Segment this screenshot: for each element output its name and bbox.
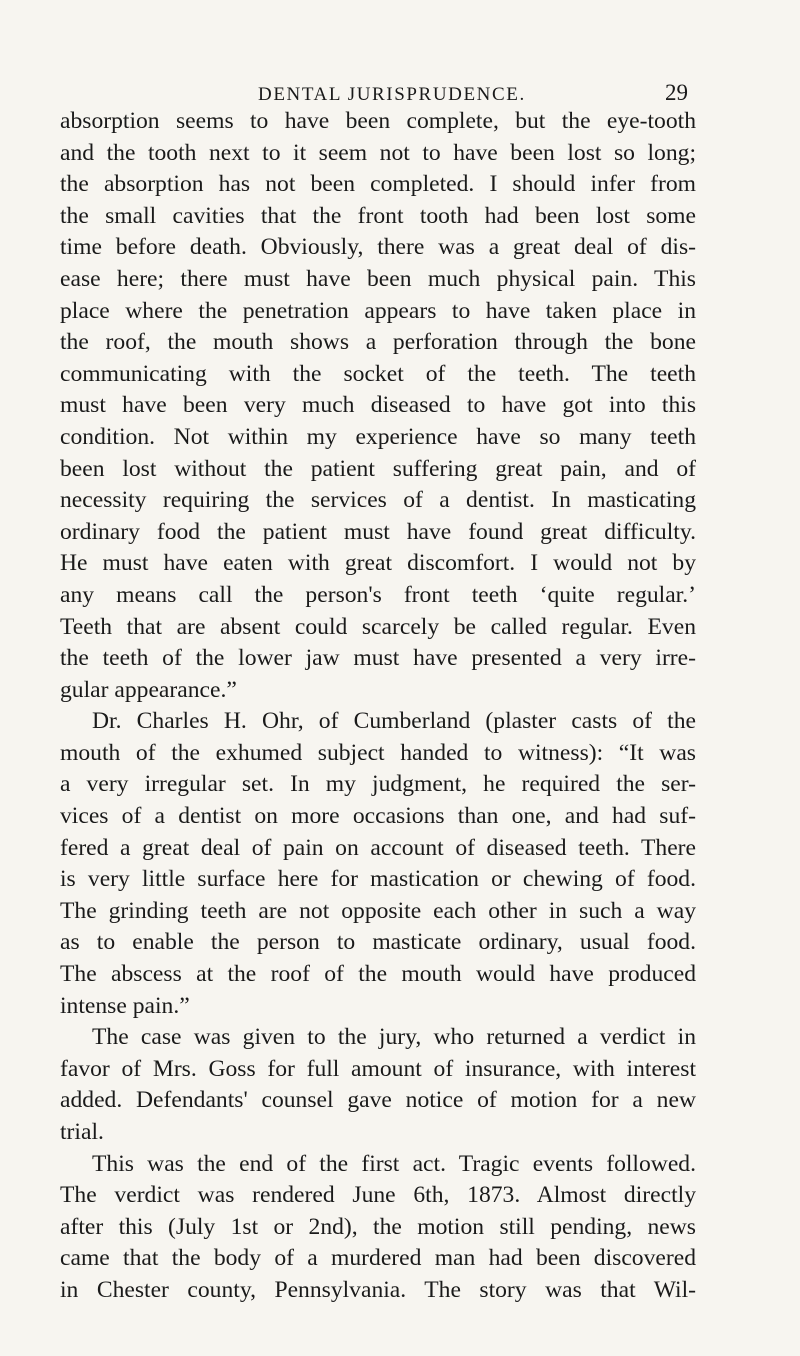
running-title: DENTAL JURISPRUDENCE. — [258, 84, 526, 105]
text-line: mouth of the exhumed subject handed to witness): “It was — [60, 739, 696, 766]
text-line: and the tooth next to it seem not to have been lost so long; — [60, 139, 696, 166]
text-line: trial. — [60, 1119, 104, 1145]
text-line: Dr. Charles H. Ohr, of Cumberland (plaster casts of the — [92, 708, 696, 735]
text-line: the small cavities that the front tooth had been lost some — [60, 202, 696, 229]
page-number: 29 — [665, 80, 688, 105]
text-line: The abscess at the roof of the mouth would have produced — [60, 961, 696, 988]
text-line: fered a great deal of pain on account of diseased teeth. There — [60, 834, 696, 861]
text-line: as to enable the person to masticate ordinary, usual food. — [60, 929, 696, 956]
text-line: This was the end of the first act. Tragic events followed. — [92, 1150, 696, 1177]
text-line: The verdict was rendered June 6th, 1873. Almost directly — [60, 1182, 696, 1209]
text-line: must have been very much diseased to have got into this — [60, 392, 696, 419]
text-line: any means call the person's front teeth ‘quite regular.’ — [60, 581, 696, 608]
text-line: after this (July 1st or 2nd), the motion still pending, news — [60, 1213, 696, 1240]
text-line: a very irregular set. In my judgment, he required the ser- — [60, 771, 696, 798]
text-line: came that the body of a murdered man had been discovered — [60, 1245, 696, 1272]
text-line: is very little surface here for mastication or chewing of food. — [60, 866, 696, 893]
text-line: time before death. Obviously, there was a great deal of dis- — [60, 234, 696, 261]
text-line: absorption seems to have been complete, but the eye-tooth — [60, 108, 696, 134]
text-line: been lost without the patient suffering great pain, and of — [60, 455, 696, 482]
text-line: necessity requiring the services of a dentist. In masticating — [60, 487, 696, 514]
text-line: The case was given to the jury, who returned a verdict in — [92, 1024, 696, 1051]
text-line: He must have eaten with great discomfort. I would not by — [60, 550, 696, 577]
text-line: vices of a dentist on more occasions than one, and had suf- — [60, 803, 696, 830]
text-line: ease here; there must have been much physical pain. This — [60, 265, 696, 292]
text-line: place where the penetration appears to have taken place in — [60, 297, 696, 324]
text-line: in Chester county, Pennsylvania. The story was that Wil- — [60, 1276, 696, 1303]
text-line: Teeth that are absent could scarcely be called regular. Even — [60, 613, 696, 640]
text-line: gular appearance.” — [60, 676, 237, 703]
text-line: the teeth of the lower jaw must have presented a very irre- — [60, 645, 696, 672]
text-line: favor of Mrs. Goss for full amount of insurance, with interest — [60, 1055, 696, 1082]
text-line: communicating with the socket of the teeth. The teeth — [60, 360, 696, 387]
text-line: ordinary food the patient must have found great difficulty. — [60, 518, 696, 545]
text-line: The grinding teeth are not opposite each other in such a way — [60, 897, 696, 924]
text-line: the absorption has not been completed. I should infer from — [60, 171, 696, 198]
text-line: added. Defendants' counsel gave notice of motion for a new — [60, 1087, 696, 1114]
text-line: condition. Not within my experience have so many teeth — [60, 423, 696, 450]
text-line: the roof, the mouth shows a perforation through the bone — [60, 329, 696, 356]
text-line: intense pain.” — [60, 992, 190, 1019]
body-text — [60, 106, 696, 1307]
